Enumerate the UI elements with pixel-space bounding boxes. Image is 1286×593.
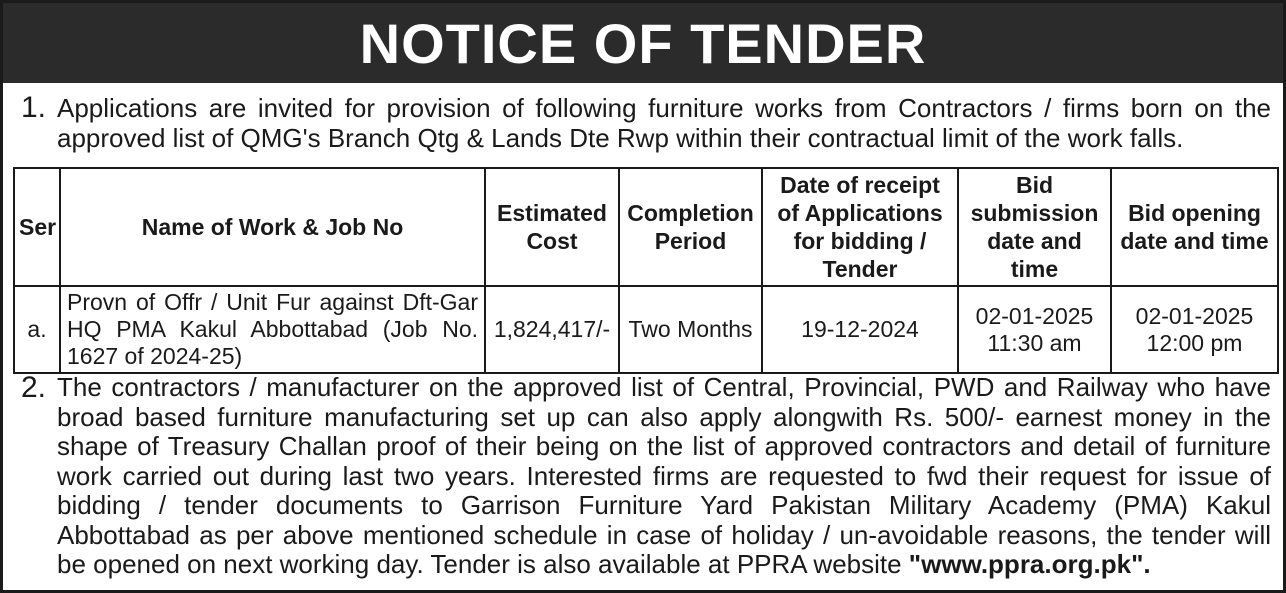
paragraph-2-number: 2. [21, 371, 47, 404]
paragraph-2 [21, 373, 1271, 580]
header-receipt-date: Date of receipt of Applications for bidding / Tender [762, 168, 958, 286]
notice-title: NOTICE OF TENDER [359, 11, 927, 75]
header-period: Completion Period [619, 168, 762, 286]
header-ser: Ser [14, 168, 60, 286]
paragraph-2-body: The contractors / manufacturer on the approved list of Central, Provincial, PWD and Railway who have broad based furniture manufacturing set up can also apply alongwith Rs. 500/- earnest money in the shape of Treasury Challan proof of their being on the list of approved contractors and detail of furniture work carried out during last two years. Interested firms are requested to fwd their request for issue of bidding / tender documents to Garrison Furniture Yard Pakistan Military Academy (PMA) Kakul Abbottabad as per above mentioned schedule in case of holiday / un-avoidable reasons, the tender will be opened on next working day. Tender is also available at PPRA website [57, 372, 1271, 579]
cell-period: Two Months [619, 286, 762, 373]
paragraph-1 [21, 93, 1271, 153]
table-row [14, 286, 1278, 373]
header-work: Name of Work & Job No [60, 168, 485, 286]
paragraph-1-text: Applications are invited for provision of following furniture works from Contractors / firms born on the approved list of QMG's Branch Qtg & Lands Dte Rwp within their contractual limit of the work falls. [57, 93, 1271, 153]
cell-submission: 02-01-2025 11:30 am [958, 286, 1111, 373]
cell-cost: 1,824,417/- [485, 286, 619, 373]
header-submission: Bid submission date and time [958, 168, 1111, 286]
title-banner [3, 3, 1283, 83]
paragraph-1-number: 1. [21, 91, 47, 124]
tender-table [13, 167, 1279, 374]
cell-work: Provn of Offr / Unit Fur against Dft-Gar HQ PMA Kakul Abbottabad (Job No. 1627 of 2024-25) [60, 286, 485, 373]
cell-ser: a. [14, 286, 60, 373]
cell-receipt-date: 19-12-2024 [762, 286, 958, 373]
header-opening: Bid opening date and time [1111, 168, 1278, 286]
cell-opening: 02-01-2025 12:00 pm [1111, 286, 1278, 373]
paragraph-2-text [57, 373, 1271, 580]
header-cost: Estimated Cost [485, 168, 619, 286]
table-header-row [14, 168, 1278, 286]
ppra-website-link[interactable]: "www.ppra.org.pk". [908, 549, 1151, 579]
